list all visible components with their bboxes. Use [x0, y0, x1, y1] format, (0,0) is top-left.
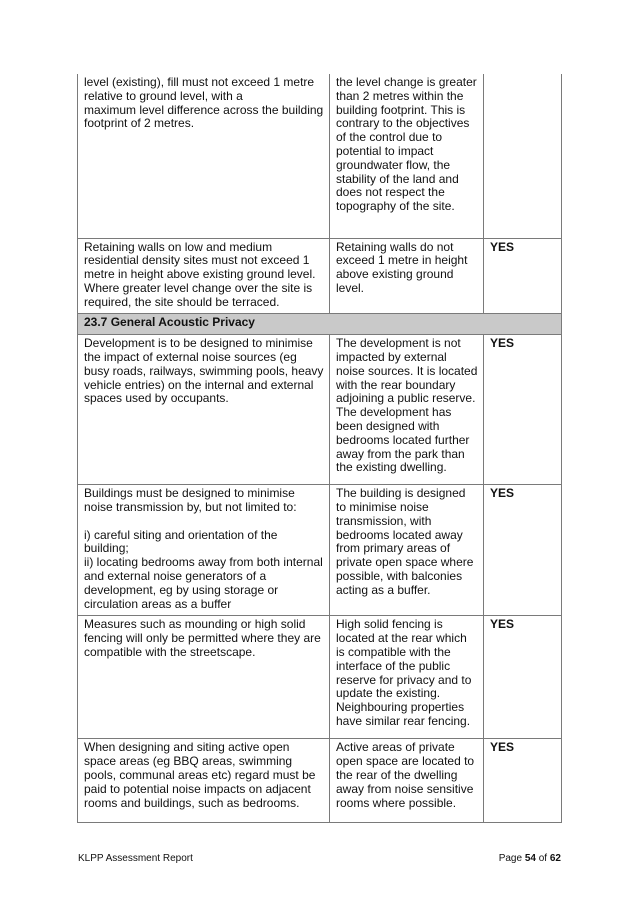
table-row	[78, 739, 562, 823]
footer-page-number	[499, 853, 561, 864]
total-pages: 62	[549, 853, 561, 864]
page-of-label: of	[538, 853, 548, 864]
control-cell: Development is to be designed to minimise the impact of external noise sources (eg busy roads, railways, swimming pools, heavy vehicle entries) on the internal and external spaces used by occupants.	[78, 335, 330, 485]
footer-report-title: KLPP Assessment Report	[78, 853, 193, 864]
control-cell: Measures such as mounding or high solid fencing will only be permitted where they are compatible with the streetscape.	[78, 616, 330, 739]
section-header-row	[78, 314, 562, 335]
table-row	[78, 616, 562, 739]
compliance-cell: YES	[484, 485, 562, 616]
table-row	[78, 485, 562, 616]
compliance-cell: YES	[484, 238, 562, 314]
response-cell: the level change is greater than 2 metres within the building footprint. This is contrary to the objectives of the control due to potential to impact groundwater flow, the stability of the land and does not respect the topography of the site.	[330, 74, 484, 238]
page-label: Page	[498, 853, 523, 864]
response-cell: The development is not impacted by external noise sources. It is located with the rear boundary adjoining a public reserve. The development has been designed with bedrooms located further away from the park than the existing dwelling.	[330, 335, 484, 485]
control-cell: Buildings must be designed to minimise noise transmission by, but not limited to: i) careful siting and orientation of the building; ii) locating bedrooms away from both internal and external noise generators of a development, eg by using storage or circulation areas as a buffer	[78, 485, 330, 616]
assessment-table	[77, 74, 562, 823]
response-cell: Active areas of private open space are located to the rear of the dwelling away from noise sensitive rooms where possible.	[330, 739, 484, 823]
control-cell: Retaining walls on low and medium residential density sites must not exceed 1 metre in height above existing ground level. Where greater level change over the site is required, the site should be terraced.	[78, 238, 330, 314]
compliance-cell	[484, 74, 562, 238]
compliance-cell: YES	[484, 739, 562, 823]
response-cell: The building is designed to minimise noise transmission, with bedrooms located away from primary areas of private open space where possible, with balconies acting as a buffer.	[330, 485, 484, 616]
current-page: 54	[524, 853, 536, 864]
table-row	[78, 74, 562, 238]
compliance-cell: YES	[484, 335, 562, 485]
control-cell: level (existing), fill must not exceed 1 metre relative to ground level, with a maximum level difference across the building footprint of 2 metres.	[78, 74, 330, 238]
table-row	[78, 335, 562, 485]
compliance-cell: YES	[484, 616, 562, 739]
section-heading: 23.7 General Acoustic Privacy	[78, 314, 562, 335]
response-cell: Retaining walls do not exceed 1 metre in height above existing ground level.	[330, 238, 484, 314]
response-cell: High solid fencing is located at the rear which is compatible with the interface of the public reserve for privacy and to update the existing. Neighbouring properties have similar rear fencing.	[330, 616, 484, 739]
table-row	[78, 238, 562, 314]
control-cell: When designing and siting active open space areas (eg BBQ areas, swimming pools, communal areas etc) regard must be paid to potential noise impacts on adjacent rooms and buildings, such as bedrooms.	[78, 739, 330, 823]
